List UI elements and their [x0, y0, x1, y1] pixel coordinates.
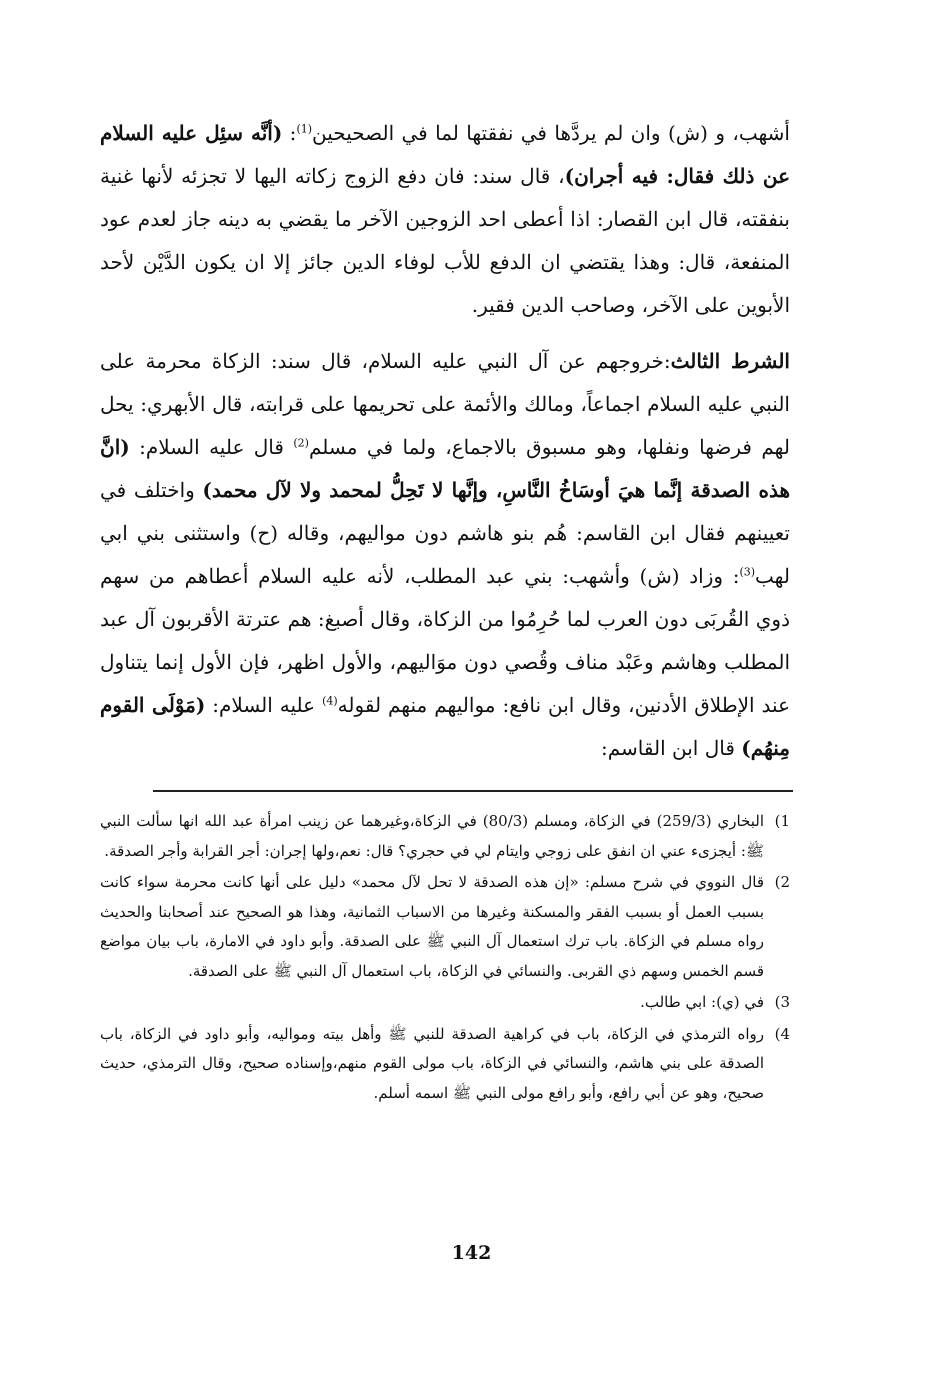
- footnote-text: البخاري (259/3) في الزكاة، ومسلم (80/3) في الزكاة،وغيرهما عن زينب امرأة عبد الله انها سألت النبي ﷺ: أيجزىء عني ان انفق على زوجي وايتام لي في حجري؟ قال: نعم،ولها إجران: أجر القرابة وأجر الصدقة.: [100, 812, 765, 860]
- footnote-text: رواه الترمذي في الزكاة، باب في كراهية الصدقة للنبي ﷺ وأهل بيته ومواليه، وأبو داود في الزكاة، باب الصدقة على بني هاشم، والنسائي في الزكاة، باب مولى القوم منهم،وإسناده صحيح، وقال الترمذي، حديث صحيح، وهو عن أبي رافع، وأبو رافع مولى النبي ﷺ اسمه أسلم.: [100, 1024, 764, 1102]
- footnote-text: في (ي): ابي طالب.: [640, 993, 764, 1011]
- paragraph: [100, 112, 790, 327]
- body-text: :: [282, 121, 297, 145]
- emphasized-text: (أنَّه سئِل عليه السلام عن ذلك فقال: فيه أجران): [100, 121, 790, 188]
- footnote: [100, 988, 790, 1018]
- footnote-ref: (4): [322, 694, 338, 708]
- paragraph: [100, 340, 790, 770]
- body-text: قال عليه السلام:: [129, 435, 294, 459]
- footnote-number: 2): [774, 873, 790, 891]
- footnotes: [100, 807, 790, 1108]
- body-text: :خروجهم عن آل النبي عليه السلام، قال سند: الزكاة محرمة على النبي عليه السلام اجماعاً، ومالك والأئمة على تحريمها على قرابته، قال الأبهري: يحل لهم فرضها ونفلها، وهو مسبوق بالاجماع، ولما في مسلم: [100, 349, 790, 459]
- page-number: 142: [451, 1242, 492, 1264]
- footnote-text: قال النووي في شرح مسلم: «إن هذه الصدقة لا تحل لآل محمد» دليل على أنها كانت محرمة سواء كانت بسبب العمل أو بسبب الفقر والمسكنة وغيرها من الاسباب الثمانية، وهذا هو الصحيح عند أصحابنا والحديث رواه مسلم في الزكاة. باب ترك استعمال آل النبي ﷺ على الصدقة. وأبو داود في الامارة، باب بيان مواضع قسم الخمس وسهم ذي القربى. والنسائي في الزكاة، باب استعمال آل النبي ﷺ على الصدقة.: [100, 873, 764, 980]
- main-text: [100, 112, 790, 770]
- emphasized-text: (انَّ هذه الصدقة إنَّما هيَ أوسَاخُ النَّاسِ، وإنَّها لا تَحِلُّ لمحمد ولا لآل محمد): [100, 435, 790, 502]
- footnote-number: 1): [774, 812, 790, 830]
- footnote-number: 4): [774, 1024, 790, 1043]
- body-text: ، قال سند: فان دفع الزوج زكاته اليها لا تجزئه لأنها غنية بنفقته، قال ابن القصار: اذا أعطى احد الزوجين الآخر ما يقضي به دينه جاز لعدم عود المنفعة، قال: وهذا يقتضي ان الدفع للأب لوفاء الدين جائز إلا ان يكون الدَّيْن لأحد الأبوين على الآخر، وصاحب الدين فقير.: [100, 164, 790, 317]
- body-text: عليه السلام:: [205, 693, 323, 717]
- footnote-ref: (1): [296, 122, 313, 136]
- body-text: : وزاد (ش) وأشهب: بني عبد المطلب، لأنه عليه السلام أعطاهم من سهم ذوي القُربَى دون العرب لما حُرِمُوا من الزكاة، وقال أصبغ: هم عترتة الأقربون آل عبد المطلب وهاشم وعَبْد مناف وقُصي دون موَاليهم، والأول اظهر، فإن الأول إنما يتناول عند الإطلاق الأدنين، وقال ابن نافع: مواليهم منهم لقوله: [100, 564, 791, 717]
- footnote: [100, 807, 790, 866]
- footnote: [100, 868, 790, 986]
- footnote-ref: (2): [293, 436, 309, 450]
- footnote-separator: [153, 790, 793, 792]
- footnote-number: 3): [774, 993, 790, 1011]
- body-text: واختلف في تعيينهم فقال ابن القاسم: هُم بنو هاشم دون مواليهم، وقاله (ح) واستثنى بني ابي لهب: [100, 478, 790, 588]
- footnote-ref: (3): [739, 565, 756, 579]
- emphasized-text: (مَوْلَى القوم مِنهُم): [100, 693, 790, 760]
- body-text: أشهب، و (ش) وان لم يردَّها في نفقتها لما في الصحيحين: [312, 121, 790, 145]
- body-text: قال ابن القاسم:: [600, 736, 742, 760]
- emphasized-text: الشرط الثالث: [670, 349, 790, 373]
- footnote: [100, 1020, 790, 1109]
